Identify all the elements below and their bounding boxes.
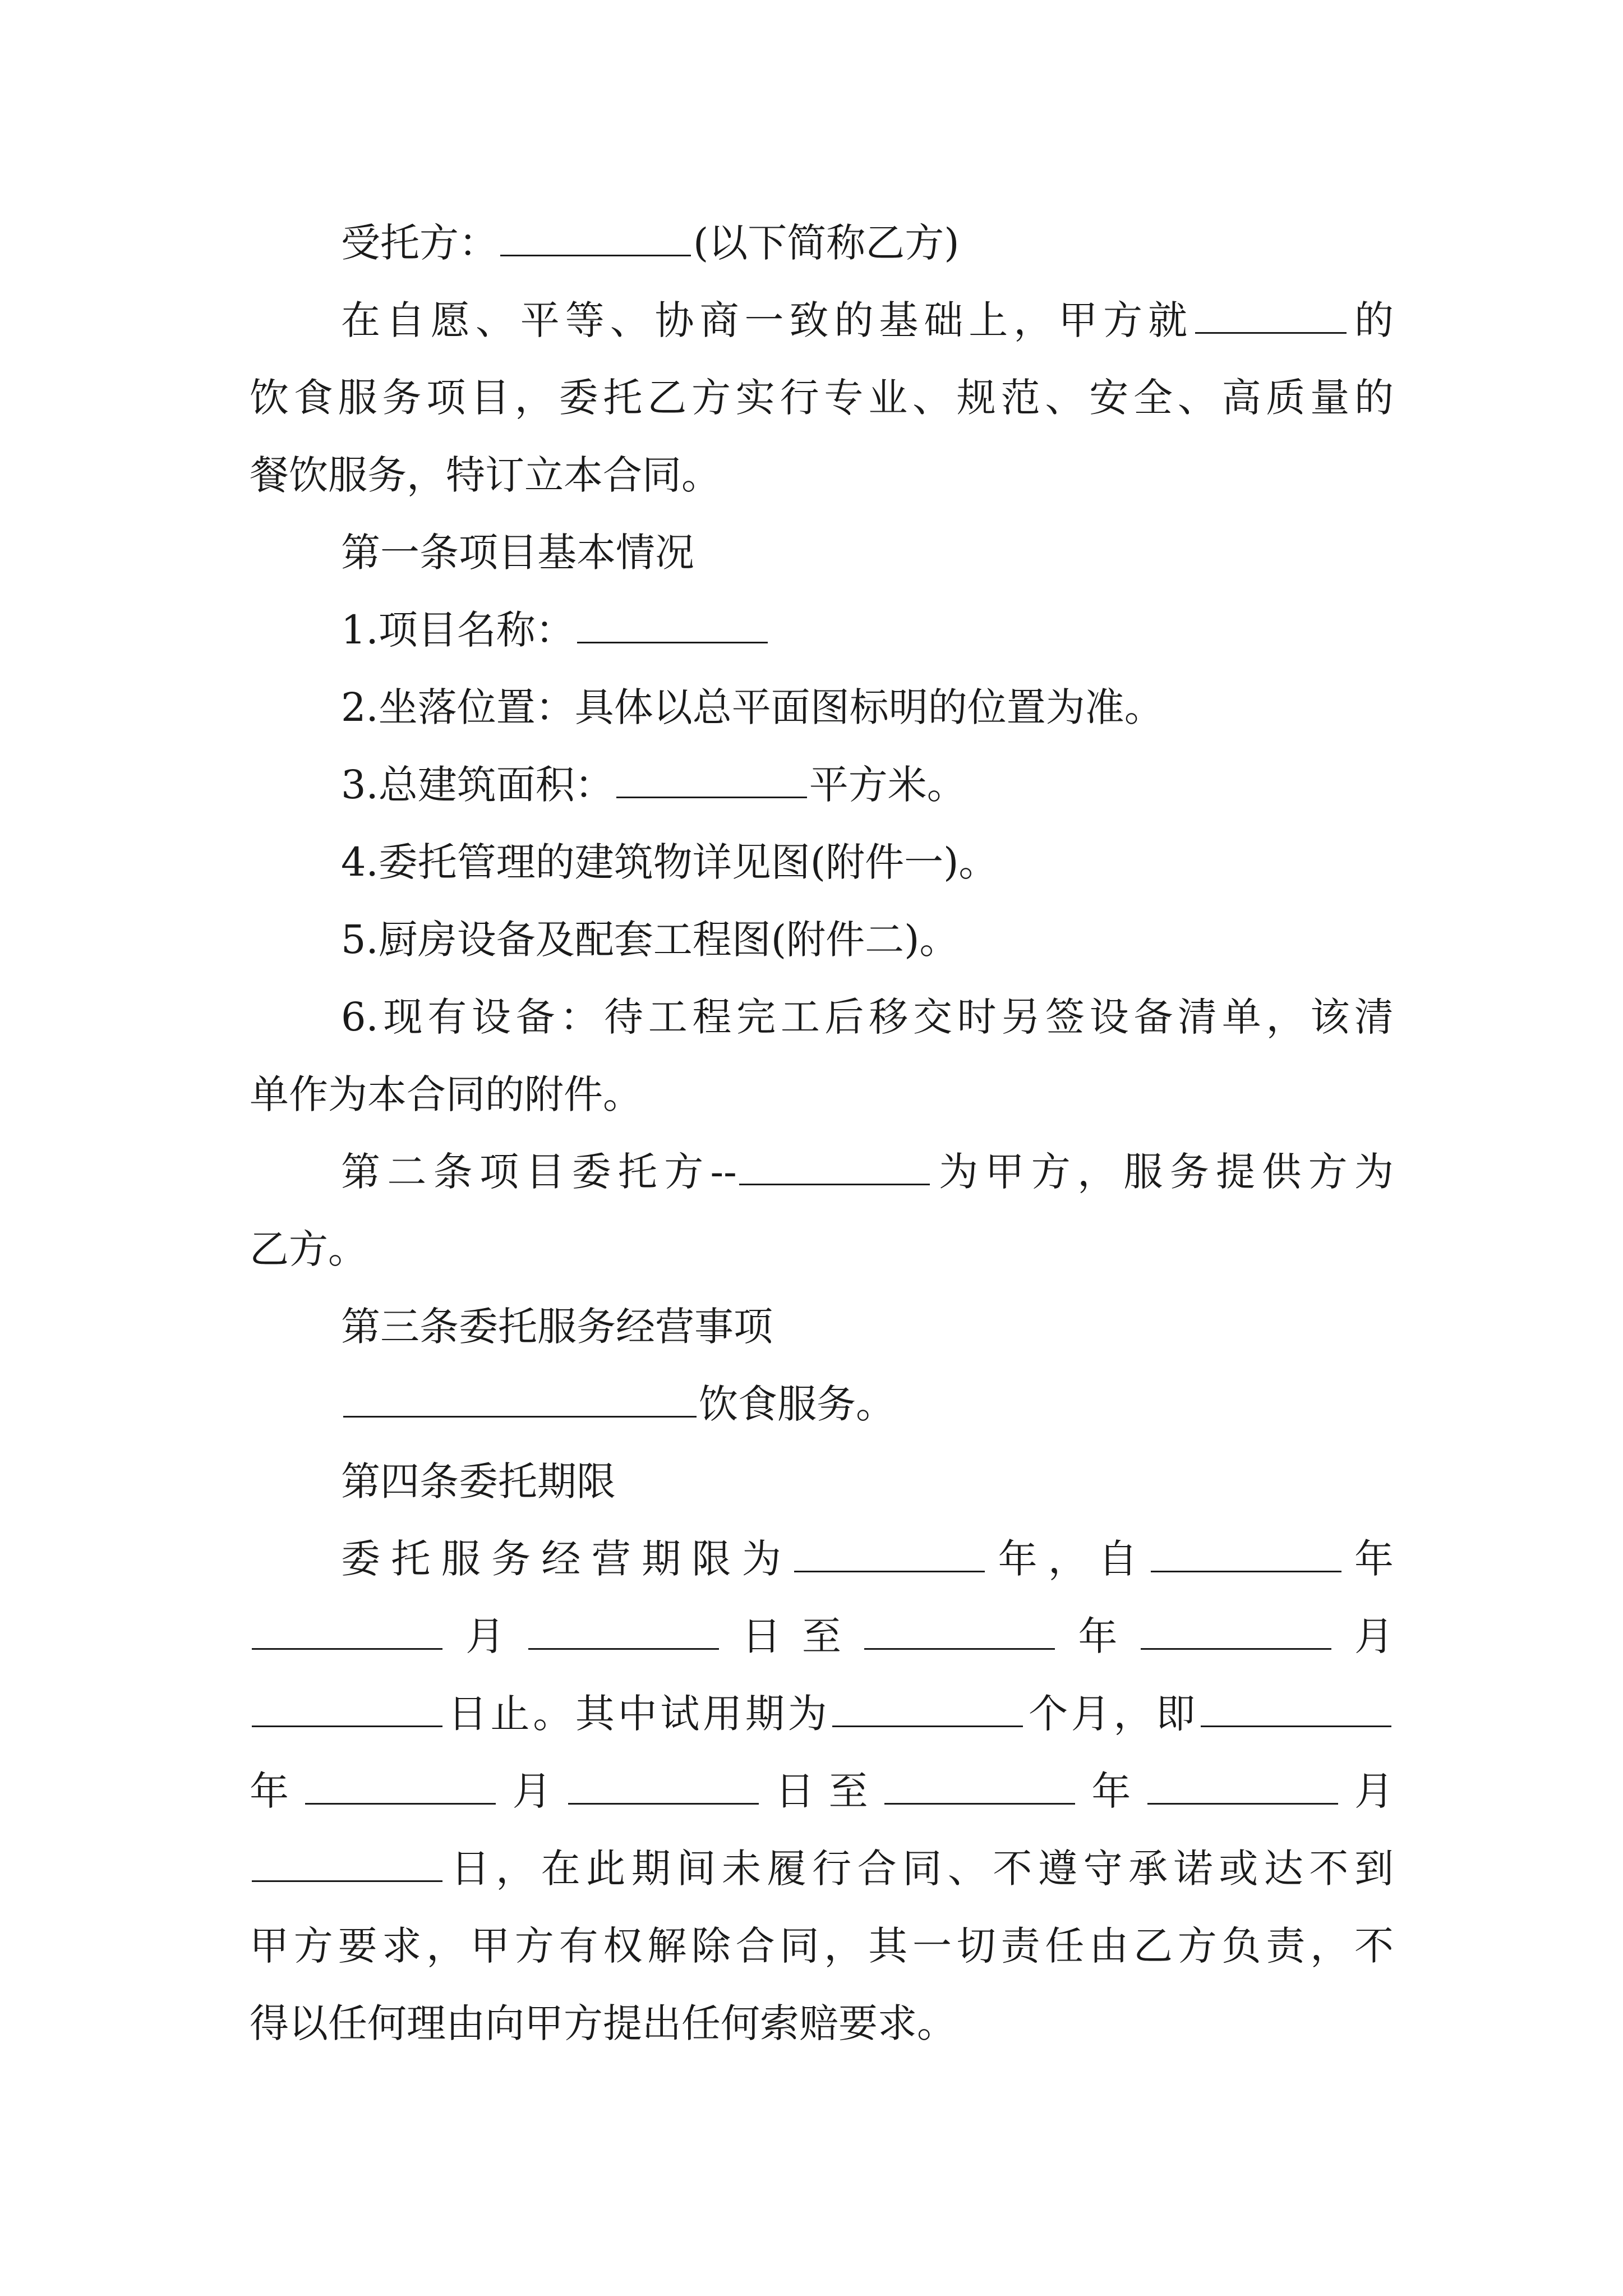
article-1-item-6-line-1: 6.现有设备：待工程完工后移交时另签设备清单，该清	[341, 994, 1394, 1040]
blank-field	[864, 1648, 1055, 1650]
article-4-title: 第四条委托期限	[341, 1458, 616, 1504]
blank-field	[1151, 1570, 1341, 1572]
blank-field	[577, 641, 768, 643]
preamble-line-2: 饮食服务项目，委托乙方实行专业、规范、安全、高质量的	[250, 375, 1394, 421]
article-4-line-5: 日，在此期间未履行合同、不遵守承诺或达不到	[250, 1830, 1394, 1907]
article-3-body: 饮食服务。	[341, 1365, 1394, 1443]
preamble-line-1: 在自愿、平等、协商一致的基础上，甲方就 的	[341, 297, 1394, 343]
blank-field	[616, 796, 807, 798]
party-b-line: 受托方： (以下简称乙方)	[341, 220, 960, 266]
blank-field	[832, 1725, 1023, 1727]
article-1-item-1: 1.项目名称：	[341, 591, 1394, 669]
blank-field	[568, 1802, 759, 1805]
blank-field	[252, 1880, 442, 1882]
article-1-item-6-line-2: 单作为本合同的附件。	[250, 1071, 642, 1117]
blank-field	[1147, 1802, 1338, 1805]
article-2-line-2: 乙方。	[250, 1226, 367, 1272]
blank-field	[343, 1415, 697, 1418]
article-3-title: 第三条委托服务经营事项	[341, 1304, 773, 1350]
blank-field	[1141, 1648, 1331, 1650]
article-1-item-4: 4.委托管理的建筑物详见图(附件一)。	[341, 839, 998, 885]
blank-field	[1195, 332, 1347, 334]
article-4-line-3: 日止。其中试用期为 个月，即	[250, 1675, 1394, 1752]
blank-field	[794, 1570, 985, 1572]
article-1-item-5: 5.厨房设备及配套工程图(附件二)。	[341, 917, 959, 963]
blank-field	[884, 1802, 1075, 1805]
article-1-item-3: 3.总建筑面积： 平方米。	[341, 762, 966, 808]
blank-field	[305, 1802, 496, 1805]
article-4-line-1: 委托服务经营期限为 年，自 年	[341, 1536, 1394, 1582]
article-4-line-7: 得以任何理由向甲方提出任何索赔要求。	[250, 2000, 956, 2046]
blank-field	[1201, 1725, 1391, 1727]
blank-field	[528, 1648, 719, 1650]
blank-field	[252, 1648, 442, 1650]
article-4-line-2: 月 日至 年 月	[250, 1598, 1394, 1675]
blank-field	[739, 1183, 930, 1185]
article-4-line-4: 年 月 日至 年 月	[250, 1768, 1394, 1814]
blank-field	[252, 1725, 442, 1727]
article-1-title: 第一条项目基本情况	[341, 530, 694, 576]
article-4-line-6: 甲方要求，甲方有权解除合同，其一切责任由乙方负责，不	[250, 1923, 1394, 1969]
preamble-line-3: 餐饮服务，特订立本合同。	[250, 452, 721, 498]
blank-field	[500, 254, 691, 256]
article-2-line-1: 第二条项目委托方-- 为甲方，服务提供方为	[341, 1149, 1394, 1195]
article-1-item-2: 2.坐落位置：具体以总平面图标明的位置为准。	[341, 684, 1164, 730]
